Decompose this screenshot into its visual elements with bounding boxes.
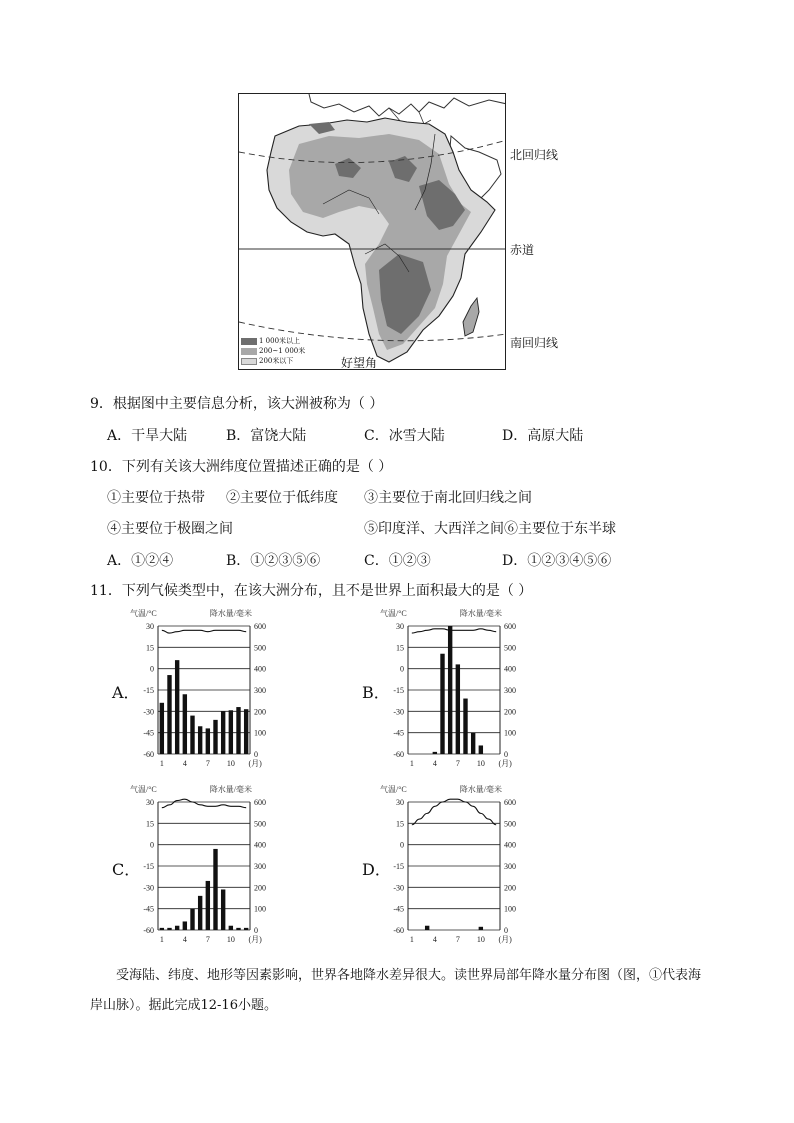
x-tick-label: 4 [182, 935, 187, 944]
precipitation-bar [229, 710, 233, 754]
map-legend [241, 336, 311, 366]
precipitation-bar [213, 720, 217, 754]
chart-a-label[interactable]: A． [112, 683, 140, 702]
precipitation-bar [456, 664, 460, 754]
left-tick-label: -45 [393, 728, 404, 738]
precipitation-bar [433, 752, 437, 754]
right-tick-label: 100 [254, 728, 266, 738]
legend-swatch [241, 358, 257, 365]
right-tick-label: 200 [254, 883, 266, 893]
question-10-option-c[interactable]: C．①②③ [364, 553, 431, 569]
right-tick-label: 400 [254, 664, 266, 674]
right-tick-label: 0 [254, 926, 258, 935]
precipitation-bar [183, 694, 187, 754]
precipitation-bar [160, 703, 164, 754]
question-9-option-d[interactable]: D．高原大陆 [502, 428, 584, 444]
temperature-line [162, 630, 246, 633]
x-tick-label: 1 [409, 759, 414, 768]
statement-1: ①主要位于热带 [107, 490, 205, 506]
x-tick-label: 10 [476, 935, 485, 944]
x-tick-label: 1 [159, 935, 164, 944]
right-tick-label: 300 [254, 862, 266, 871]
statement-3: ③主要位于南北回归线之间 [364, 490, 532, 506]
right-axis-title: 降水量/毫米 [209, 609, 252, 618]
right-tick-label: 300 [254, 686, 266, 695]
right-tick-label: 300 [504, 862, 516, 871]
left-tick-label: 0 [400, 664, 404, 674]
statement-2: ②主要位于低纬度 [226, 490, 338, 506]
left-tick-label: -45 [143, 728, 154, 738]
precipitation-bar [471, 733, 475, 754]
x-axis-title: (月) [498, 935, 512, 944]
left-tick-label: 0 [400, 840, 404, 850]
precipitation-bar [198, 726, 202, 754]
climate-chart-b [380, 604, 530, 772]
precipitation-bar [221, 889, 225, 930]
left-axis-title: 气温/°C [130, 609, 157, 618]
x-tick-label: 10 [226, 935, 235, 944]
passage-text: 受海陆、纬度、地形等因素影响，世界各地降水差异很大。读世界局部年降水量分布图（图，①代表海岸山脉）。据此完成12-16小题。 [90, 968, 702, 1013]
left-tick-label: 30 [146, 622, 154, 631]
x-tick-label: 10 [476, 759, 485, 768]
legend-swatch [241, 338, 257, 345]
precipitation-bar [463, 699, 467, 754]
left-tick-label: -30 [143, 883, 154, 893]
left-tick-label: -45 [393, 904, 404, 914]
right-tick-label: 600 [254, 798, 266, 807]
left-axis-title: 气温/°C [380, 609, 407, 618]
right-tick-label: 100 [504, 904, 516, 914]
x-tick-label: 1 [159, 759, 164, 768]
x-tick-label: 7 [455, 935, 460, 944]
precipitation-bar [479, 927, 483, 930]
precipitation-bar [213, 849, 217, 930]
precipitation-bar [440, 654, 444, 754]
legend-label: 1 000米以上 [259, 336, 301, 345]
left-tick-label: -60 [393, 750, 404, 759]
left-axis-title: 气温/°C [380, 785, 407, 794]
left-tick-label: 30 [396, 798, 404, 807]
x-tick-label: 7 [205, 759, 210, 768]
precipitation-bar [190, 909, 194, 930]
right-tick-label: 600 [254, 622, 266, 631]
question-10-stem: 10．下列有关该大洲纬度位置描述正确的是（ ） [90, 459, 393, 475]
precipitation-bar [448, 626, 452, 754]
question-9-stem: 9．根据图中主要信息分析，该大洲被称为（ ） [90, 396, 384, 412]
right-axis-title: 降水量/毫米 [209, 785, 252, 794]
climate-chart-c [130, 780, 280, 948]
precipitation-bar [244, 709, 248, 754]
left-tick-label: -60 [393, 926, 404, 935]
right-tick-label: 200 [504, 707, 516, 717]
right-tick-label: 100 [504, 728, 516, 738]
left-tick-label: 15 [396, 819, 404, 829]
left-tick-label: 30 [396, 622, 404, 631]
precipitation-bar [244, 928, 248, 930]
temperature-line [162, 799, 246, 808]
x-tick-label: 1 [409, 935, 414, 944]
legend-item [241, 336, 311, 346]
left-tick-label: -15 [393, 686, 404, 695]
precipitation-bar [175, 926, 179, 930]
left-tick-label: -60 [143, 926, 154, 935]
precipitation-bar [425, 926, 429, 930]
x-tick-label: 7 [205, 935, 210, 944]
precipitation-bar [167, 675, 171, 754]
question-11-stem: 11．下列气候类型中，在该大洲分布，且不是世界上面积最大的是（ ） [90, 583, 533, 599]
x-axis-title: (月) [248, 759, 262, 768]
left-tick-label: -30 [143, 707, 154, 717]
x-tick-label: 10 [226, 759, 235, 768]
right-tick-label: 400 [504, 664, 516, 674]
precipitation-bar [167, 928, 171, 930]
x-tick-label: 4 [432, 759, 437, 768]
right-tick-label: 200 [254, 707, 266, 717]
left-tick-label: 15 [396, 643, 404, 653]
left-tick-label: -30 [393, 707, 404, 717]
cape-of-good-hope-label: 好望角 [341, 356, 378, 370]
left-tick-label: 0 [150, 664, 154, 674]
legend-label: 200米以下 [259, 356, 294, 365]
left-tick-label: 0 [150, 840, 154, 850]
left-tick-label: 15 [146, 643, 154, 653]
right-tick-label: 0 [504, 926, 508, 935]
x-axis-title: (月) [498, 759, 512, 768]
equator-label: 赤道 [510, 243, 535, 257]
left-tick-label: -45 [143, 904, 154, 914]
right-tick-label: 500 [504, 643, 516, 653]
left-tick-label: -15 [143, 862, 154, 871]
x-tick-label: 7 [455, 759, 460, 768]
precipitation-bar [175, 660, 179, 754]
right-tick-label: 500 [254, 819, 266, 829]
right-tick-label: 600 [504, 622, 516, 631]
precipitation-bar [198, 896, 202, 930]
right-tick-label: 300 [504, 686, 516, 695]
africa-map-graphic [239, 94, 506, 370]
legend-swatch [241, 348, 257, 355]
precipitation-bar [160, 928, 164, 930]
right-tick-label: 400 [254, 840, 266, 850]
legend-label: 200~1 000米 [259, 346, 306, 355]
statement-4: ④主要位于极圈之间 [107, 521, 233, 537]
question-10-option-a[interactable]: A．①②④ [107, 553, 174, 569]
climate-chart-a [130, 604, 280, 772]
tropic-of-capricorn-label: 南回归线 [510, 336, 559, 350]
x-tick-label: 4 [182, 759, 187, 768]
left-tick-label: -30 [393, 883, 404, 893]
precipitation-bar [183, 921, 187, 930]
left-tick-label: -15 [143, 686, 154, 695]
question-10-option-b[interactable]: B．①②③⑤⑥ [226, 553, 321, 569]
x-axis-title: (月) [248, 935, 262, 944]
right-axis-title: 降水量/毫米 [459, 785, 502, 794]
left-tick-label: 15 [146, 819, 154, 829]
right-tick-label: 400 [504, 840, 516, 850]
precipitation-bar [221, 711, 225, 754]
precipitation-bar [479, 745, 483, 754]
right-tick-label: 0 [254, 750, 258, 759]
left-tick-label: 30 [146, 798, 154, 807]
question-9-option-a[interactable]: A．干旱大陆 [107, 428, 188, 444]
right-axis-title: 降水量/毫米 [459, 609, 502, 618]
chart-b-label[interactable]: B． [362, 683, 390, 702]
tropic-of-cancer-label: 北回归线 [510, 148, 559, 162]
climate-chart-d [380, 780, 530, 948]
right-tick-label: 100 [254, 904, 266, 914]
precipitation-bar [229, 926, 233, 930]
right-tick-label: 500 [504, 819, 516, 829]
x-tick-label: 4 [432, 935, 437, 944]
legend-item [241, 356, 311, 366]
question-10-option-d[interactable]: D．①②③④⑤⑥ [502, 553, 612, 569]
question-9-option-b[interactable]: B．富饶大陆 [226, 428, 307, 444]
right-tick-label: 600 [504, 798, 516, 807]
left-axis-title: 气温/°C [130, 785, 157, 794]
chart-d-label[interactable]: D． [362, 860, 391, 879]
right-tick-label: 500 [254, 643, 266, 653]
precipitation-bar [236, 707, 240, 754]
left-tick-label: -15 [393, 862, 404, 871]
question-9-option-c[interactable]: C．冰雪大陆 [364, 428, 445, 444]
right-tick-label: 0 [504, 750, 508, 759]
chart-c-label[interactable]: C． [112, 860, 141, 879]
temperature-line [412, 629, 496, 633]
right-tick-label: 200 [504, 883, 516, 893]
left-tick-label: -60 [143, 750, 154, 759]
precipitation-bar [236, 928, 240, 930]
statement-5-6: ⑤印度洋、大西洋之间⑥主要位于东半球 [364, 521, 616, 537]
precipitation-bar [206, 728, 210, 754]
temperature-line [412, 799, 496, 825]
africa-map [238, 93, 506, 370]
precipitation-bar [190, 716, 194, 754]
precipitation-bar [206, 881, 210, 930]
legend-item [241, 346, 311, 356]
